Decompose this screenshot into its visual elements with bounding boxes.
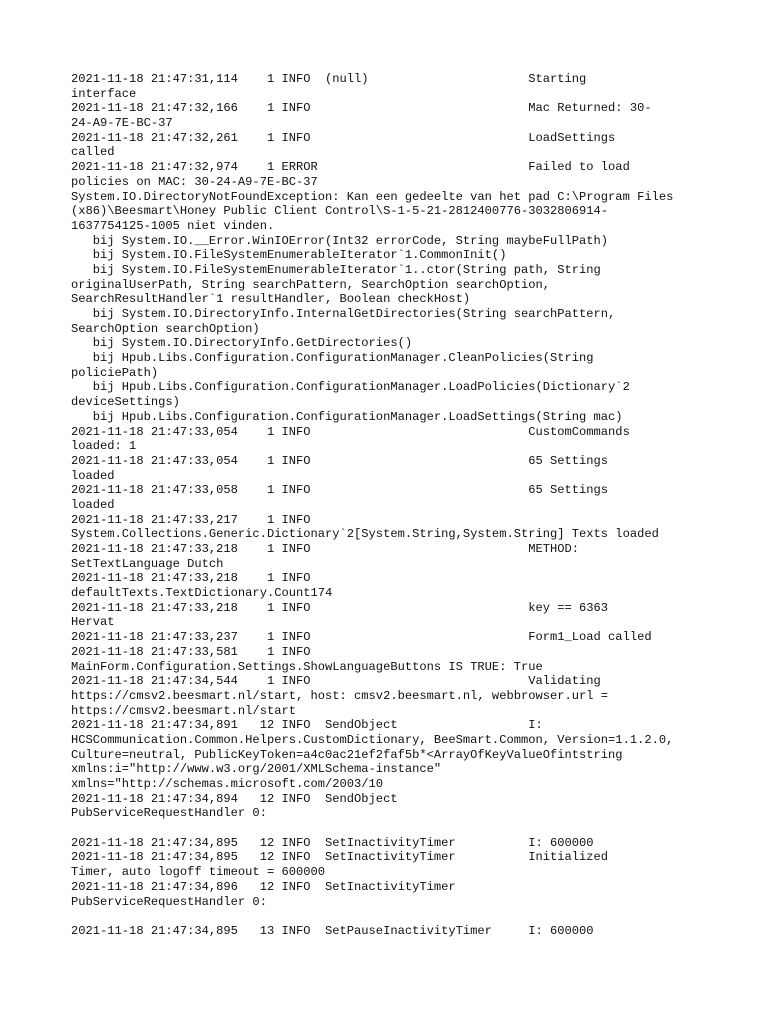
log-line: 2021-11-18 21:47:34,544 1 INFO Validating <box>71 674 601 689</box>
log-line: bij System.IO.FileSystemEnumerableIterator`1.CommonInit() <box>71 248 507 263</box>
log-line: loaded <box>71 497 115 512</box>
log-line: interface <box>71 86 137 101</box>
log-line: (x86)\Beesmart\Honey Public Client Control\S-1-5-21-2812400776-3032806914- <box>71 204 609 219</box>
log-line: https://cmsv2.beesmart.nl/start <box>71 703 296 718</box>
log-line <box>71 821 711 836</box>
log-line: https://cmsv2.beesmart.nl/start, host: cmsv2.beesmart.nl, webbrowser.url = <box>71 688 609 703</box>
log-line: 2021-11-18 21:47:33,054 1 INFO CustomCommands <box>71 424 630 439</box>
log-line <box>71 909 711 924</box>
log-line: loaded: 1 <box>71 439 137 454</box>
log-line: 2021-11-18 21:47:34,895 12 INFO SetInactivityTimer I: 600000 <box>71 835 594 850</box>
log-line: policies on MAC: 30-24-A9-7E-BC-37 <box>71 174 318 189</box>
log-line: bij Hpub.Libs.Configuration.ConfigurationManager.LoadPolicies(Dictionary`2 <box>71 380 630 395</box>
log-text <box>71 72 711 939</box>
log-line: 2021-11-18 21:47:33,218 1 INFO key == 6363 <box>71 600 609 615</box>
log-line: 2021-11-18 21:47:32,166 1 INFO Mac Returned: 30- <box>71 101 652 116</box>
log-line: bij Hpub.Libs.Configuration.ConfigurationManager.CleanPolicies(String <box>71 351 594 366</box>
log-line: policiePath) <box>71 365 159 380</box>
log-line: xmlns="http://schemas.microsoft.com/2003/10 <box>71 777 384 791</box>
log-line: bij System.IO.FileSystemEnumerableIterator`1..ctor(String path, String <box>71 262 601 277</box>
log-line: Culture=neutral, PublicKeyToken=a4c0ac21ef2faf5b*<ArrayOfKeyValueOfintstring <box>71 747 623 762</box>
log-line: 2021-11-18 21:47:33,058 1 INFO 65 Settings <box>71 483 609 498</box>
log-line: PubServiceRequestHandler 0: <box>71 894 267 909</box>
log-line: 24-A9-7E-BC-37 <box>71 116 173 131</box>
log-line: SearchResultHandler`1 resultHandler, Boolean checkHost) <box>71 292 471 307</box>
log-line: Hervat <box>71 615 115 630</box>
log-line: HCSCommunication.Common.Helpers.CustomDictionary, BeeSmart.Common, Version=1.1.2.0, <box>71 732 674 747</box>
log-line: 2021-11-18 21:47:34,895 12 INFO SetInactivityTimer Initialized <box>71 850 609 865</box>
log-line: bij System.IO.DirectoryInfo.GetDirectories() <box>71 336 413 351</box>
log-line: 2021-11-18 21:47:32,974 1 ERROR Failed to load <box>71 160 630 175</box>
log-line: 2021-11-18 21:47:34,896 12 INFO SetInactivityTimer <box>71 879 456 894</box>
log-line: 1637754125-1005 niet vinden. <box>71 218 275 233</box>
log-line: 2021-11-18 21:47:34,894 12 INFO SendObject <box>71 791 398 806</box>
log-line: 2021-11-18 21:47:33,218 1 INFO <box>71 571 311 586</box>
log-line: SearchOption searchOption) <box>71 321 260 336</box>
log-line: SetTextLanguage Dutch <box>71 556 224 571</box>
log-line: Timer, auto logoff timeout = 600000 <box>71 865 326 880</box>
log-line: 2021-11-18 21:47:33,218 1 INFO METHOD: <box>71 542 580 556</box>
log-line: System.IO.DirectoryNotFoundException: Kan een gedeelte van het pad C:\Program Files <box>71 189 674 204</box>
log-line: 2021-11-18 21:47:34,895 13 INFO SetPauseInactivityTimer I: 600000 <box>71 923 594 938</box>
log-line: xmlns:i="http://www.w3.org/2001/XMLSchema-instance" <box>71 762 442 777</box>
log-line: loaded <box>71 468 115 483</box>
log-line: PubServiceRequestHandler 0: <box>71 806 267 821</box>
log-line: originalUserPath, String searchPattern, SearchOption searchOption, <box>71 277 550 292</box>
log-line: 2021-11-18 21:47:31,114 1 INFO (null) Starting <box>71 72 587 86</box>
log-line: defaultTexts.TextDictionary.Count174 <box>71 586 333 601</box>
log-line: called <box>71 145 115 160</box>
log-line: System.Collections.Generic.Dictionary`2[System.String,System.String] Texts loaded <box>71 527 659 542</box>
log-line: 2021-11-18 21:47:33,217 1 INFO <box>71 512 311 527</box>
log-line: 2021-11-18 21:47:32,261 1 INFO LoadSettings <box>71 130 616 145</box>
log-line: bij Hpub.Libs.Configuration.ConfigurationManager.LoadSettings(String mac) <box>71 409 623 424</box>
log-line: 2021-11-18 21:47:34,891 12 INFO SendObject I: <box>71 718 543 733</box>
log-line: bij System.IO.DirectoryInfo.InternalGetDirectories(String searchPattern, <box>71 307 616 321</box>
log-line: deviceSettings) <box>71 395 180 410</box>
log-line: 2021-11-18 21:47:33,237 1 INFO Form1_Load called <box>71 630 652 645</box>
log-line: MainForm.Configuration.Settings.ShowLanguageButtons IS TRUE: True <box>71 659 543 674</box>
log-line: 2021-11-18 21:47:33,581 1 INFO <box>71 644 311 659</box>
log-line: bij System.IO.__Error.WinIOError(Int32 errorCode, String maybeFullPath) <box>71 233 609 248</box>
log-line: 2021-11-18 21:47:33,054 1 INFO 65 Settings <box>71 453 609 468</box>
